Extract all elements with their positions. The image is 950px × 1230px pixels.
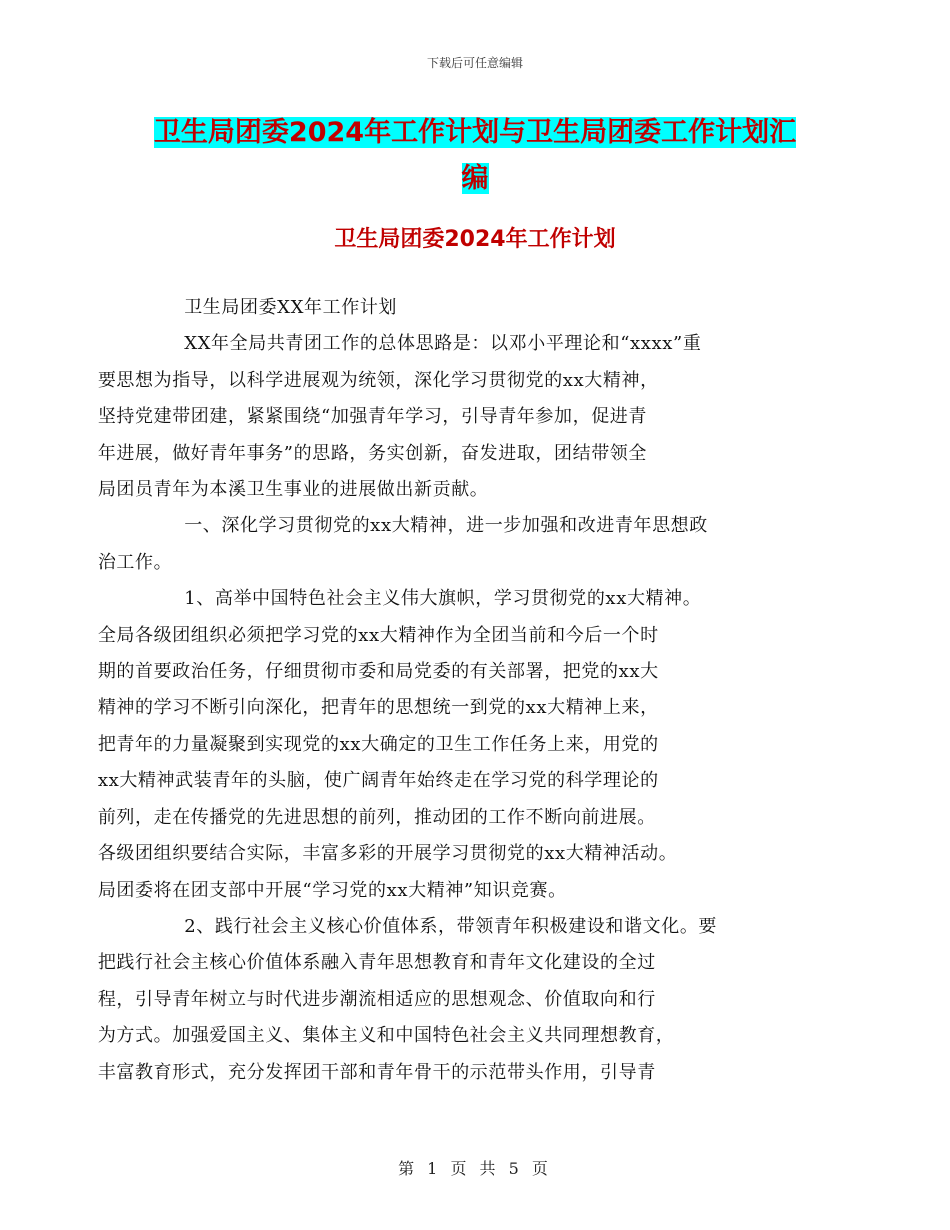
paragraph-line: 前列，走在传播党的先进思想的前列，推动团的工作不断向前进展。 — [97, 806, 656, 828]
paragraph-line: 精神的学习不断引向深化，把青年的思想统一到党的xx大精神上来， — [97, 697, 659, 719]
document-title — [140, 110, 810, 202]
paragraph-line: 1、高举中国特色社会主义伟大旗帜，学习贯彻党的xx大精神。 — [184, 588, 702, 610]
document-title-line-2: 编 — [461, 163, 489, 194]
paragraph-line: 把青年的力量凝聚到实现党的xx大确定的卫生工作任务上来，用党的 — [97, 733, 659, 755]
paragraph-line: 局团委将在团支部中开展“学习党的xx大精神”知识竞赛。 — [97, 879, 567, 901]
paragraph-line: 2、践行社会主义核心价值体系，带领青年积极建设和谐文化。要 — [184, 915, 718, 937]
paragraph-line: 把践行社会主核心价值体系融入青年思想教育和青年文化建设的全过 — [97, 952, 656, 974]
paragraph — [141, 290, 811, 326]
paragraph-line: 要思想为指导，以科学进展观为统领，深化学习贯彻党的xx大精神， — [97, 369, 659, 391]
paragraph-line: 治工作。 — [97, 551, 173, 573]
paragraph-line: 全局各级团组织必须把学习党的xx大精神作为全团当前和今后一个时 — [97, 624, 659, 646]
paragraph-line: 局团员青年为本溪卫生事业的进展做出新贡献。 — [97, 479, 489, 501]
paragraph-line: 年进展，做好青年事务”的思路，务实创新，奋发进取，团结带领全 — [97, 442, 648, 464]
section-title: 卫生局团委2024年工作计划 — [334, 227, 616, 252]
paragraph — [97, 909, 811, 1091]
paragraph — [97, 326, 811, 508]
paragraph-line: 期的首要政治任务，仔细贯彻市委和局党委的有关部署，把党的xx大 — [97, 661, 659, 683]
paragraph-line: xx大精神武装青年的头脑，使广阔青年始终走在学习党的科学理论的 — [97, 770, 659, 792]
paragraph-line: 为方式。加强爱国主义、集体主义和中国特色社会主义共同理想教育， — [97, 1025, 675, 1047]
page-footer: 第 1 页 共 5 页 — [398, 1159, 552, 1178]
document-body — [97, 290, 811, 1091]
paragraph-line: 坚持党建带团建，紧紧围绕“加强青年学习，引导青年参加，促进青 — [97, 406, 648, 428]
paragraph-line: XX年全局共青团工作的总体思路是：以邓小平理论和“xxxx”重 — [184, 333, 702, 355]
paragraph-line: 程，引导青年树立与时代进步潮流相适应的思想观念、价值取向和行 — [97, 988, 656, 1010]
document-title-line-1: 卫生局团委2024年工作计划与卫生局团委工作计划汇 — [153, 117, 797, 148]
paragraph — [97, 508, 811, 581]
paragraph-line: 各级团组织要结合实际，丰富多彩的开展学习贯彻党的xx大精神活动。 — [97, 843, 678, 865]
paragraph-line: 卫生局团委XX年工作计划 — [184, 297, 398, 318]
paragraph-line: 丰富教育形式，充分发挥团干部和青年骨干的示范带头作用，引导青 — [97, 1061, 656, 1083]
paragraph — [97, 581, 811, 909]
paragraph-line: 一、深化学习贯彻党的xx大精神，进一步加强和改进青年思想政 — [184, 515, 708, 537]
header-note: 下载后可任意编辑 — [426, 56, 523, 70]
